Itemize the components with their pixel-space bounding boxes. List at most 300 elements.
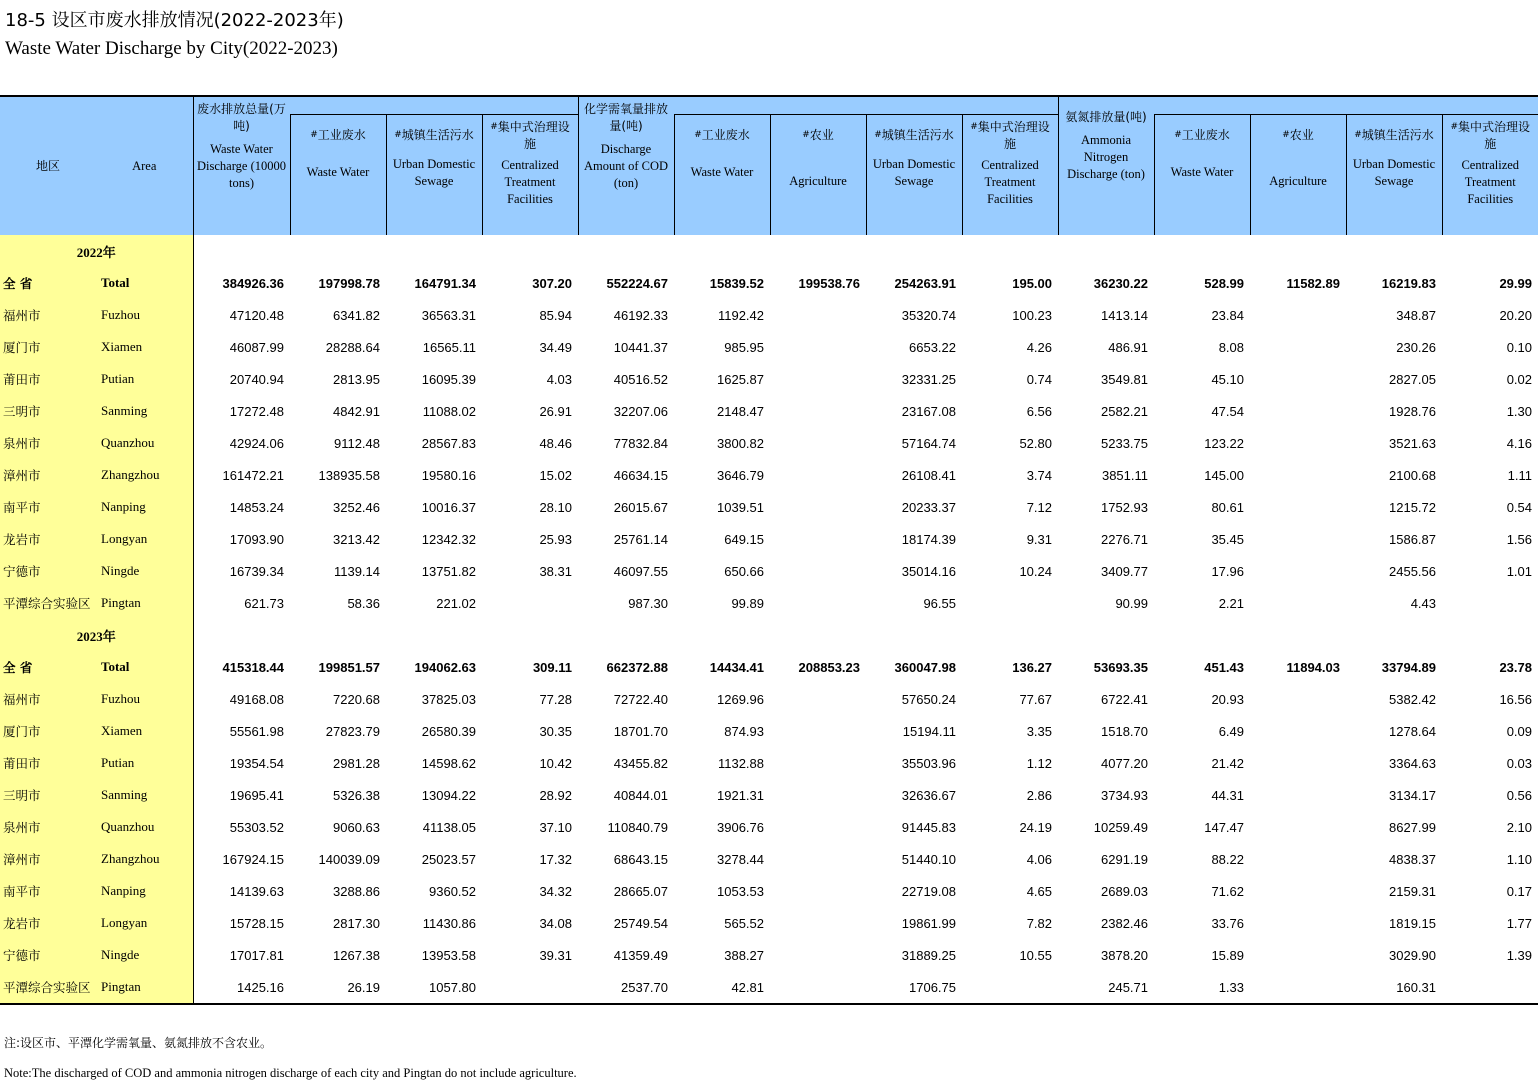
value-cell: 0.10 — [1506, 339, 1532, 355]
value-cell — [770, 395, 866, 427]
value-cell — [1250, 811, 1346, 843]
value-cell: 4.43 — [1410, 595, 1436, 611]
value-cell: 10441.37 — [613, 339, 668, 355]
page-title-cn: 18-5 设区市废水排放情况(2022-2023年) — [5, 10, 344, 31]
value-cell: 57164.74 — [901, 435, 956, 451]
table-row — [0, 939, 1538, 971]
value-cell: 16095.39 — [421, 371, 476, 387]
value-cell: 11582.89 — [1286, 275, 1340, 291]
value-cell: 16565.11 — [422, 339, 476, 355]
value-cell — [770, 939, 866, 971]
value-cell: 6653.22 — [909, 339, 956, 355]
value-cell: 3646.79 — [717, 467, 764, 483]
value-cell — [1250, 459, 1346, 491]
value-cell: 17.96 — [1211, 563, 1244, 579]
value-cell: 1413.14 — [1101, 307, 1148, 323]
value-cell: 34.32 — [539, 883, 572, 899]
value-cell: 27823.79 — [325, 723, 380, 739]
value-cell: 5382.42 — [1389, 691, 1436, 707]
value-cell: 3851.11 — [1101, 467, 1148, 483]
value-cell: 46634.15 — [613, 467, 668, 483]
value-cell: 650.66 — [724, 563, 764, 579]
table-row — [0, 523, 1538, 555]
area-cn: 宁德市 — [0, 555, 96, 587]
area-cn: 全 省 — [0, 651, 96, 683]
value-cell: 2827.05 — [1389, 371, 1436, 387]
value-cell: 3521.63 — [1389, 435, 1436, 451]
value-cell: 136.27 — [1012, 659, 1052, 675]
value-cell: 28.10 — [539, 499, 572, 515]
value-cell: 3409.77 — [1101, 563, 1148, 579]
value-cell — [1250, 875, 1346, 907]
value-cell: 10016.37 — [421, 499, 476, 515]
area-en: Zhangzhou — [96, 459, 193, 491]
area-en: Xiamen — [96, 715, 193, 747]
value-cell: 26108.41 — [901, 467, 956, 483]
value-cell: 35.45 — [1211, 531, 1244, 547]
value-cell: 123.22 — [1204, 435, 1244, 451]
value-cell: 552224.67 — [606, 275, 668, 291]
value-cell: 415318.44 — [193, 651, 290, 683]
header-ww-industrial: #工业废水 Waste Water — [290, 115, 386, 236]
value-cell: 96.55 — [923, 595, 956, 611]
value-cell: 47.54 — [1211, 403, 1244, 419]
value-cell: 6.56 — [1026, 403, 1052, 419]
value-cell: 9060.63 — [333, 819, 380, 835]
value-cell: 100.23 — [1012, 307, 1052, 323]
value-cell: 53693.35 — [1093, 659, 1148, 675]
value-cell: 58.36 — [347, 595, 380, 611]
value-cell: 4842.91 — [333, 403, 380, 419]
value-cell: 5326.38 — [333, 787, 380, 803]
area-en: Putian — [96, 747, 193, 779]
value-cell: 42924.06 — [193, 427, 290, 459]
value-cell: 35503.96 — [901, 755, 956, 771]
value-cell: 245.71 — [1058, 971, 1154, 1004]
value-cell: 26.19 — [290, 971, 386, 1004]
value-cell: 26580.39 — [421, 723, 476, 739]
value-cell: 99.89 — [731, 595, 764, 611]
value-cell: 52.80 — [1019, 435, 1052, 451]
value-cell: 55561.98 — [193, 715, 290, 747]
value-cell: 42.81 — [674, 971, 770, 1004]
value-cell: 3213.42 — [333, 531, 380, 547]
value-cell: 2455.56 — [1389, 563, 1436, 579]
area-en: Fuzhou — [96, 683, 193, 715]
value-cell: 307.20 — [532, 275, 572, 291]
table-row — [0, 747, 1538, 779]
value-cell: 20233.37 — [901, 499, 956, 515]
value-cell — [770, 811, 866, 843]
value-cell: 14853.24 — [193, 491, 290, 523]
area-cn: 福州市 — [0, 299, 96, 331]
value-cell: 34.08 — [539, 915, 572, 931]
value-cell: 72722.40 — [613, 691, 668, 707]
area-cn: 南平市 — [0, 875, 96, 907]
value-cell: 44.31 — [1211, 787, 1244, 803]
area-en: Quanzhou — [96, 427, 193, 459]
area-cn: 莆田市 — [0, 747, 96, 779]
note-en: Note:The discharged of COD and ammonia nitrogen discharge of each city and Pingtan do not include agriculture. — [4, 1066, 577, 1080]
value-cell: 19695.41 — [193, 779, 290, 811]
year-row-blank — [193, 619, 1538, 651]
value-cell: 4077.20 — [1101, 755, 1148, 771]
value-cell: 32636.67 — [901, 787, 956, 803]
value-cell: 90.99 — [1115, 595, 1148, 611]
value-cell: 15194.11 — [902, 723, 956, 739]
value-cell: 2276.71 — [1101, 531, 1148, 547]
value-cell — [482, 587, 578, 619]
area-cn: 福州市 — [0, 683, 96, 715]
value-cell: 2537.70 — [578, 971, 674, 1004]
header-cod-industrial: #工业废水 Waste Water — [674, 115, 770, 236]
table-row — [0, 363, 1538, 395]
value-cell: 987.30 — [628, 595, 668, 611]
value-cell — [1250, 747, 1346, 779]
table-row — [0, 875, 1538, 907]
value-cell: 874.93 — [724, 723, 764, 739]
value-cell: 4.03 — [546, 371, 572, 387]
area-en: Pingtan — [96, 971, 193, 1004]
value-cell: 161472.21 — [193, 459, 290, 491]
value-cell: 3029.90 — [1389, 947, 1436, 963]
value-cell: 35014.16 — [901, 563, 956, 579]
value-cell: 0.56 — [1506, 787, 1532, 803]
year-row — [0, 619, 1538, 651]
value-cell: 1267.38 — [333, 947, 380, 963]
value-cell — [770, 907, 866, 939]
value-cell: 254263.91 — [894, 275, 956, 291]
value-cell: 1.56 — [1506, 531, 1532, 547]
value-cell: 47120.48 — [193, 299, 290, 331]
value-cell: 77.67 — [1019, 691, 1052, 707]
value-cell: 147.47 — [1204, 819, 1244, 835]
value-cell: 28567.83 — [421, 435, 476, 451]
value-cell: 11088.02 — [422, 403, 476, 419]
value-cell: 21.42 — [1211, 755, 1244, 771]
table-row — [0, 555, 1538, 587]
header-nh-centralized: #集中式治理设施 Centralized Treatment Facilities — [1442, 115, 1538, 236]
area-en: Longyan — [96, 523, 193, 555]
value-cell: 309.11 — [532, 659, 572, 675]
year-label: 2022年 — [0, 235, 193, 267]
value-cell — [1250, 587, 1346, 619]
value-cell: 1215.72 — [1389, 499, 1436, 515]
value-cell: 41138.05 — [422, 819, 476, 835]
value-cell: 37825.03 — [421, 691, 476, 707]
value-cell: 80.61 — [1211, 499, 1244, 515]
value-cell: 16.56 — [1499, 691, 1532, 707]
value-cell: 28.92 — [539, 787, 572, 803]
value-cell: 1.11 — [1507, 467, 1532, 483]
value-cell: 36230.22 — [1093, 275, 1148, 291]
value-cell: 38.31 — [539, 563, 572, 579]
value-cell: 3278.44 — [717, 851, 764, 867]
value-cell: 32207.06 — [613, 403, 668, 419]
value-cell: 3.35 — [1026, 723, 1052, 739]
value-cell — [770, 459, 866, 491]
value-cell: 1425.16 — [193, 971, 290, 1004]
value-cell: 36563.31 — [421, 307, 476, 323]
value-cell: 2148.47 — [717, 403, 764, 419]
value-cell: 17017.81 — [193, 939, 290, 971]
area-cn: 泉州市 — [0, 811, 96, 843]
header-row-1 — [0, 96, 1538, 115]
value-cell: 20.20 — [1499, 307, 1532, 323]
value-cell: 77832.84 — [613, 435, 668, 451]
page-title-en: Waste Water Discharge by City(2022-2023) — [5, 38, 338, 59]
value-cell: 7.82 — [1026, 915, 1052, 931]
table-row — [0, 715, 1538, 747]
value-cell: 34.49 — [539, 339, 572, 355]
value-cell: 3906.76 — [717, 819, 764, 835]
header-nh-blank — [1154, 96, 1538, 115]
header-nh-agriculture: #农业 Agriculture — [1250, 115, 1346, 236]
value-cell: 1039.51 — [717, 499, 764, 515]
value-cell: 348.87 — [1396, 307, 1436, 323]
value-cell: 1.10 — [1506, 851, 1532, 867]
table-row — [0, 331, 1538, 363]
value-cell: 1132.88 — [717, 755, 764, 771]
value-cell: 9.31 — [1026, 531, 1052, 547]
value-cell: 23167.08 — [901, 403, 956, 419]
header-cod-centralized: #集中式治理设施 Centralized Treatment Facilities — [962, 115, 1058, 236]
value-cell — [1250, 843, 1346, 875]
value-cell: 23.84 — [1211, 307, 1244, 323]
area-en: Ningde — [96, 555, 193, 587]
value-cell: 1.77 — [1506, 915, 1532, 931]
value-cell: 77.28 — [539, 691, 572, 707]
value-cell: 2582.21 — [1101, 403, 1148, 419]
value-cell: 0.74 — [1026, 371, 1052, 387]
value-cell: 1139.14 — [333, 563, 380, 579]
value-cell: 17093.90 — [193, 523, 290, 555]
value-cell: 138935.58 — [318, 467, 380, 483]
value-cell: 5233.75 — [1101, 435, 1148, 451]
value-cell — [1250, 779, 1346, 811]
value-cell: 221.02 — [436, 595, 476, 611]
value-cell: 2689.03 — [1101, 883, 1148, 899]
value-cell: 46192.33 — [613, 307, 668, 323]
value-cell — [1250, 715, 1346, 747]
area-cn: 三明市 — [0, 395, 96, 427]
value-cell: 11430.86 — [422, 915, 476, 931]
value-cell: 51440.10 — [901, 851, 956, 867]
area-cn: 宁德市 — [0, 939, 96, 971]
value-cell: 85.94 — [539, 307, 572, 323]
value-cell: 71.62 — [1211, 883, 1244, 899]
value-cell: 17272.48 — [193, 395, 290, 427]
value-cell: 40516.52 — [613, 371, 668, 387]
value-cell: 565.52 — [724, 915, 764, 931]
value-cell: 1.33 — [1154, 971, 1250, 1004]
table-row — [0, 779, 1538, 811]
value-cell — [770, 587, 866, 619]
area-cn: 三明市 — [0, 779, 96, 811]
header-ww-urban: #城镇生活污水 Urban Domestic Sewage — [386, 115, 482, 236]
value-cell: 1053.53 — [717, 883, 764, 899]
value-cell: 140039.09 — [318, 851, 380, 867]
table-row — [0, 267, 1538, 299]
area-en: Zhangzhou — [96, 843, 193, 875]
value-cell: 649.15 — [724, 531, 764, 547]
value-cell — [770, 683, 866, 715]
value-cell — [770, 427, 866, 459]
value-cell: 25.93 — [539, 531, 572, 547]
area-cn: 龙岩市 — [0, 907, 96, 939]
note-cn: 注:设区市、平潭化学需氧量、氨氮排放不含农业。 — [4, 1036, 273, 1050]
header-nh-urban: #城镇生活污水 Urban Domestic Sewage — [1346, 115, 1442, 236]
value-cell: 32331.25 — [901, 371, 956, 387]
value-cell: 20.93 — [1211, 691, 1244, 707]
value-cell: 1057.80 — [386, 971, 482, 1004]
value-cell: 22719.08 — [901, 883, 956, 899]
value-cell — [1250, 395, 1346, 427]
value-cell: 25023.57 — [421, 851, 476, 867]
area-en: Total — [96, 267, 193, 299]
area-cn: 平潭综合实验区 — [0, 587, 96, 619]
value-cell: 1819.15 — [1389, 915, 1436, 931]
value-cell: 7.12 — [1026, 499, 1052, 515]
value-cell: 388.27 — [724, 947, 764, 963]
value-cell: 26015.67 — [613, 499, 668, 515]
area-cn: 泉州市 — [0, 427, 96, 459]
value-cell: 28288.64 — [325, 339, 380, 355]
value-cell: 19861.99 — [901, 915, 956, 931]
value-cell: 197998.78 — [318, 275, 380, 291]
value-cell — [962, 971, 1058, 1004]
table-body — [0, 235, 1538, 1004]
value-cell — [770, 363, 866, 395]
value-cell: 167924.15 — [193, 843, 290, 875]
value-cell: 1278.64 — [1389, 723, 1436, 739]
value-cell: 15.02 — [539, 467, 572, 483]
value-cell: 451.43 — [1204, 659, 1244, 675]
value-cell: 3800.82 — [717, 435, 764, 451]
area-en: Putian — [96, 363, 193, 395]
value-cell: 2.21 — [1218, 595, 1244, 611]
value-cell — [770, 523, 866, 555]
value-cell: 1518.70 — [1101, 723, 1148, 739]
value-cell: 10.42 — [539, 755, 572, 771]
value-cell: 28665.07 — [613, 883, 668, 899]
value-cell: 0.02 — [1506, 371, 1532, 387]
value-cell: 14598.62 — [421, 755, 476, 771]
value-cell: 2100.68 — [1389, 467, 1436, 483]
area-cn: 龙岩市 — [0, 523, 96, 555]
area-en: Nanping — [96, 875, 193, 907]
value-cell: 33.76 — [1211, 915, 1244, 931]
value-cell: 3549.81 — [1101, 371, 1148, 387]
value-cell: 15839.52 — [709, 275, 764, 291]
value-cell: 1928.76 — [1389, 403, 1436, 419]
value-cell: 4.16 — [1506, 435, 1532, 451]
value-cell: 10.55 — [1019, 947, 1052, 963]
header-wastewater-blank — [290, 96, 578, 115]
value-cell: 41359.49 — [613, 947, 668, 963]
value-cell: 39.31 — [539, 947, 572, 963]
value-cell: 24.19 — [1019, 819, 1052, 835]
area-en: Total — [96, 651, 193, 683]
value-cell: 43455.82 — [613, 755, 668, 771]
area-en: Nanping — [96, 491, 193, 523]
value-cell — [770, 299, 866, 331]
value-cell — [1250, 523, 1346, 555]
value-cell: 10.24 — [1019, 563, 1052, 579]
header-wastewater-total: 废水排放总量(万吨) Waste Water Discharge (10000 tons) — [193, 96, 290, 235]
value-cell: 19580.16 — [421, 467, 476, 483]
value-cell: 985.95 — [724, 339, 764, 355]
table-row — [0, 843, 1538, 875]
value-cell: 1192.42 — [717, 307, 764, 323]
value-cell: 3288.86 — [333, 883, 380, 899]
area-en: Xiamen — [96, 331, 193, 363]
value-cell — [1250, 971, 1346, 1004]
value-cell: 13751.82 — [421, 563, 476, 579]
value-cell: 2159.31 — [1389, 883, 1436, 899]
value-cell: 40844.01 — [613, 787, 668, 803]
value-cell — [770, 779, 866, 811]
table-row — [0, 395, 1538, 427]
value-cell — [1250, 907, 1346, 939]
value-cell — [770, 843, 866, 875]
header-nh-total: 氨氮排放量(吨) Ammonia Nitrogen Discharge (ton) — [1058, 96, 1154, 235]
value-cell: 3.74 — [1026, 467, 1052, 483]
value-cell: 14139.63 — [193, 875, 290, 907]
value-cell: 528.99 — [1204, 275, 1244, 291]
value-cell: 1.01 — [1506, 563, 1532, 579]
value-cell: 49168.08 — [193, 683, 290, 715]
value-cell: 1625.87 — [717, 371, 764, 387]
value-cell: 1752.93 — [1101, 499, 1148, 515]
value-cell: 3252.46 — [333, 499, 380, 515]
value-cell: 4838.37 — [1389, 851, 1436, 867]
value-cell: 110840.79 — [607, 819, 668, 835]
value-cell — [1442, 971, 1538, 1004]
value-cell: 3364.63 — [1389, 755, 1436, 771]
value-cell: 18701.70 — [613, 723, 668, 739]
value-cell: 29.99 — [1499, 275, 1532, 291]
value-cell: 208853.23 — [798, 659, 860, 675]
area-cn: 厦门市 — [0, 331, 96, 363]
value-cell: 8.08 — [1218, 339, 1244, 355]
value-cell: 3734.93 — [1101, 787, 1148, 803]
table-row — [0, 811, 1538, 843]
value-cell: 2813.95 — [333, 371, 380, 387]
value-cell: 23.78 — [1499, 659, 1532, 675]
value-cell: 30.35 — [539, 723, 572, 739]
value-cell: 621.73 — [193, 587, 290, 619]
value-cell: 1.30 — [1506, 403, 1532, 419]
table-row — [0, 651, 1538, 683]
value-cell: 35320.74 — [901, 307, 956, 323]
value-cell: 55303.52 — [193, 811, 290, 843]
value-cell: 2817.30 — [333, 915, 380, 931]
value-cell: 8627.99 — [1389, 819, 1436, 835]
value-cell: 1269.96 — [717, 691, 764, 707]
value-cell — [770, 747, 866, 779]
value-cell — [1250, 363, 1346, 395]
table-row — [0, 907, 1538, 939]
value-cell: 1586.87 — [1389, 531, 1436, 547]
value-cell — [770, 875, 866, 907]
area-en: Sanming — [96, 395, 193, 427]
value-cell: 18174.39 — [901, 531, 956, 547]
area-en: Ningde — [96, 939, 193, 971]
value-cell: 3878.20 — [1101, 947, 1148, 963]
header-cod-total: 化学需氧量排放量(吨) Discharge Amount of COD (ton) — [578, 96, 674, 235]
area-en: Pingtan — [96, 587, 193, 619]
